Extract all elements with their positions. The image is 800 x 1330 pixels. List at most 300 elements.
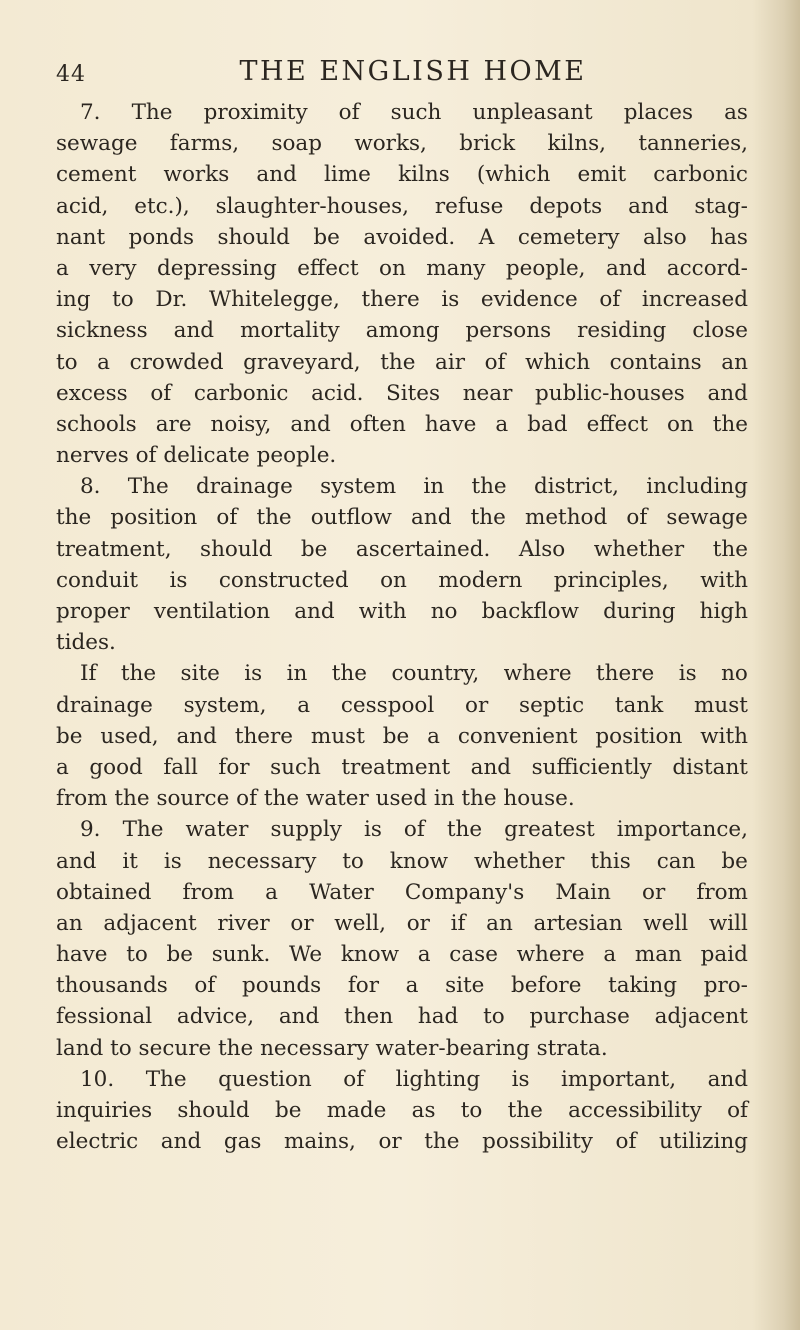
word: system, <box>183 692 267 718</box>
word: a <box>427 723 440 749</box>
word: near <box>462 380 513 406</box>
word: and <box>173 318 215 344</box>
text-line <box>56 162 748 193</box>
word: advice, <box>176 1004 255 1030</box>
word: tanneries, <box>638 131 748 157</box>
word: distant <box>672 754 748 780</box>
word: whether <box>474 848 565 874</box>
word: increased <box>641 287 748 313</box>
page-number: 44 <box>56 62 86 87</box>
word: or <box>406 910 430 936</box>
word: is <box>244 661 263 687</box>
text-line: tides. <box>56 630 116 656</box>
word: method <box>524 505 608 531</box>
word: a <box>56 255 69 281</box>
word: excess <box>56 380 128 406</box>
word: unpleasant <box>472 100 593 125</box>
word: bad <box>527 411 568 437</box>
word: where <box>503 661 572 687</box>
word: with <box>700 723 748 749</box>
word: well, <box>334 910 387 936</box>
word: such <box>390 100 442 125</box>
word: fessional <box>56 1004 153 1030</box>
word: people, <box>505 255 586 281</box>
word: be <box>382 723 410 749</box>
word: soap <box>271 131 322 157</box>
word: mortality <box>240 318 340 344</box>
word: graveyard, <box>243 349 361 375</box>
word: among <box>365 318 440 344</box>
word: had <box>417 1004 459 1030</box>
word: and <box>176 723 217 749</box>
word: pro- <box>703 973 748 999</box>
word: the <box>507 1098 543 1123</box>
word: lime <box>324 162 371 188</box>
word: possibility <box>482 1129 593 1155</box>
word: before <box>511 973 582 999</box>
word: whether <box>593 536 685 562</box>
word: effect <box>586 411 648 437</box>
word: is <box>163 848 182 874</box>
word: or <box>290 910 314 936</box>
word: principles, <box>553 567 669 593</box>
word: inquiries <box>56 1098 153 1123</box>
word: outflow <box>310 505 392 531</box>
word: on <box>379 255 406 281</box>
word: Dr. <box>155 287 188 313</box>
word: have <box>56 942 108 968</box>
word: places <box>623 100 694 125</box>
word: and <box>56 848 97 874</box>
word: which <box>525 349 591 375</box>
text-line <box>56 100 748 131</box>
word: ing <box>56 287 91 313</box>
word: must <box>694 692 748 718</box>
word: the <box>256 505 292 531</box>
word: for <box>218 754 250 780</box>
word: to <box>342 848 364 874</box>
word: sickness <box>56 318 148 344</box>
word: cemetery <box>517 224 620 250</box>
word: good <box>89 754 143 780</box>
word: often <box>349 411 406 437</box>
word: are <box>155 411 192 437</box>
word: of <box>216 505 238 531</box>
word: cement <box>56 162 137 188</box>
word: or <box>642 879 666 905</box>
word: modern <box>438 567 523 593</box>
word: refuse <box>434 193 504 219</box>
word: Whitelegge, <box>208 287 340 313</box>
word: a <box>405 973 419 999</box>
text-line <box>56 194 748 225</box>
word: to <box>56 349 78 375</box>
word: Water <box>309 879 374 905</box>
word: there <box>234 723 294 749</box>
word: nant <box>56 224 106 250</box>
word: many <box>426 255 486 281</box>
word: ventilation <box>153 599 271 624</box>
text-line <box>56 537 748 568</box>
word: including <box>646 474 748 500</box>
word: to <box>483 1004 505 1030</box>
word: convenient <box>457 723 578 749</box>
text-line <box>56 599 748 630</box>
word: position <box>595 723 683 749</box>
word: of <box>194 973 216 999</box>
word: of <box>727 1098 748 1123</box>
word: man <box>634 942 682 968</box>
word: there <box>596 661 655 687</box>
word: (which <box>476 162 551 188</box>
word: artesian <box>533 910 623 936</box>
word: evidence <box>480 287 578 313</box>
word: Also <box>518 536 566 562</box>
text-line <box>56 256 748 287</box>
word: and <box>411 505 452 531</box>
word: and <box>707 1066 748 1092</box>
word: necessary <box>207 848 317 874</box>
word: kilns, <box>547 131 607 157</box>
word: be <box>313 224 340 250</box>
word: supply <box>270 817 342 843</box>
word: with <box>358 599 407 624</box>
word: a <box>297 692 311 718</box>
word: have <box>424 411 477 437</box>
text-line <box>56 318 748 349</box>
word: carbonic <box>193 380 289 406</box>
word: very <box>89 255 137 281</box>
word: of <box>403 817 425 843</box>
word: persons <box>465 318 552 344</box>
word: a <box>495 411 509 437</box>
word: fall <box>163 754 198 780</box>
word: it <box>122 848 138 874</box>
word: know <box>389 848 449 874</box>
word: case <box>449 942 498 968</box>
word: sewage <box>666 505 748 531</box>
text-line <box>56 225 748 256</box>
word: on <box>380 567 407 593</box>
word: effect <box>297 255 359 281</box>
word: this <box>590 848 631 874</box>
word: acid, <box>56 193 109 219</box>
text-line <box>56 911 748 942</box>
word: utilizing <box>659 1129 748 1155</box>
word: etc.), <box>134 193 190 219</box>
word: is <box>441 287 460 313</box>
text-line <box>56 1098 748 1129</box>
word: is <box>169 567 188 593</box>
text-line <box>56 693 748 724</box>
text-line <box>56 1004 748 1035</box>
word: from <box>696 879 748 905</box>
word: and <box>278 1004 320 1030</box>
word: and <box>470 754 512 780</box>
word: crowded <box>129 349 224 375</box>
word: a <box>97 349 110 375</box>
word: and <box>707 380 748 406</box>
word: on <box>666 411 694 437</box>
word: to <box>112 287 134 313</box>
word: a <box>56 754 69 780</box>
word: know <box>340 942 400 968</box>
word: important, <box>561 1066 677 1092</box>
word: schools <box>56 411 137 437</box>
text-line: from the source of the water used in the house. <box>56 786 575 812</box>
text-line: nerves of delicate people. <box>56 443 337 469</box>
word: has <box>710 224 748 250</box>
word: as <box>411 1098 436 1123</box>
word: 8. <box>80 474 101 500</box>
word: high <box>699 599 748 624</box>
word: pounds <box>241 973 322 999</box>
word: an <box>486 910 513 936</box>
word: question <box>218 1066 312 1092</box>
text-line <box>56 381 748 412</box>
text-line <box>56 1067 748 1098</box>
text-line <box>56 350 748 381</box>
word: be <box>721 848 748 874</box>
word: a <box>603 942 617 968</box>
running-head: THE ENGLISH HOME <box>239 56 587 87</box>
word: the <box>331 661 368 687</box>
word: be <box>166 942 194 968</box>
word: for <box>347 973 379 999</box>
word: also <box>643 224 687 250</box>
text-line <box>56 942 748 973</box>
word: the <box>120 661 157 687</box>
word: if <box>450 910 466 936</box>
word: tank <box>614 692 664 718</box>
word: where <box>516 942 585 968</box>
text-line <box>56 755 748 786</box>
word: mains, <box>284 1129 356 1155</box>
word: the <box>380 349 416 375</box>
word: depressing <box>156 255 277 281</box>
word: lighting <box>395 1066 481 1092</box>
word: no <box>721 661 748 687</box>
word: Sites <box>386 380 441 406</box>
word: can <box>656 848 696 874</box>
word: a <box>417 942 431 968</box>
word: kilns <box>398 162 450 188</box>
word: is <box>678 661 697 687</box>
word: gas <box>223 1129 262 1155</box>
word: residing <box>577 318 667 344</box>
word: of <box>599 287 621 313</box>
word: treatment <box>341 754 451 780</box>
word: accord- <box>666 255 748 281</box>
word: in <box>423 474 445 500</box>
word: position <box>110 505 198 531</box>
word: The <box>127 474 169 500</box>
word: noisy, <box>210 411 272 437</box>
word: constructed <box>218 567 349 593</box>
word: Main <box>555 879 611 905</box>
word: adjacent <box>654 1004 748 1030</box>
word: close <box>692 318 748 344</box>
word: river <box>217 910 270 936</box>
word: 7. <box>80 100 101 125</box>
word: We <box>289 942 323 968</box>
word: paid <box>700 942 748 968</box>
text-line <box>56 287 748 318</box>
word: drainage <box>56 692 153 718</box>
word: The <box>131 100 173 125</box>
word: and <box>628 193 669 219</box>
word: the <box>446 817 483 843</box>
text-line <box>56 724 748 755</box>
word: and <box>605 255 647 281</box>
word: If <box>80 661 97 687</box>
word: or <box>465 692 489 718</box>
body-text <box>56 100 748 1160</box>
text-line <box>56 880 748 911</box>
word: no <box>430 599 458 624</box>
word: avoided. <box>363 224 456 250</box>
word: accessibility <box>568 1098 702 1123</box>
word: proper <box>56 599 130 624</box>
word: public-houses <box>534 380 685 406</box>
word: the <box>471 474 507 500</box>
word: carbonic <box>653 162 748 188</box>
word: ponds <box>128 224 195 250</box>
page-header <box>56 56 756 100</box>
text-line <box>56 131 748 162</box>
text-line <box>56 849 748 880</box>
text-line <box>56 505 748 536</box>
word: thousands <box>56 973 168 999</box>
word: be <box>300 536 328 562</box>
word: well <box>643 910 689 936</box>
word: 10. <box>80 1066 115 1092</box>
word: is <box>363 817 382 843</box>
text-line <box>56 973 748 1004</box>
word: of <box>484 349 506 375</box>
word: contains <box>609 349 702 375</box>
word: taking <box>608 973 678 999</box>
word: A <box>478 224 495 250</box>
word: conduit <box>56 567 138 593</box>
word: with <box>700 567 748 593</box>
word: brick <box>459 131 516 157</box>
word: 9. <box>80 817 101 843</box>
word: site <box>445 973 485 999</box>
word: and <box>160 1129 202 1155</box>
word: there <box>361 287 420 313</box>
word: stag- <box>694 193 748 219</box>
word: or <box>378 1129 402 1155</box>
word: should <box>177 1098 250 1123</box>
word: and <box>256 162 297 188</box>
word: the <box>470 505 506 531</box>
word: country, <box>391 661 480 687</box>
word: to <box>460 1098 483 1123</box>
word: in <box>286 661 308 687</box>
word: septic <box>519 692 585 718</box>
text-line: land to secure the necessary water-bearing strata. <box>56 1035 608 1061</box>
word: to <box>126 942 148 968</box>
word: cesspool <box>340 692 435 718</box>
word: purchase <box>529 1004 630 1030</box>
word: of <box>343 1066 365 1092</box>
text-line <box>56 412 748 443</box>
word: used, <box>100 723 159 749</box>
word: site <box>180 661 220 687</box>
text-line <box>56 1129 748 1160</box>
word: sufficiently <box>531 754 652 780</box>
text-line <box>56 817 748 848</box>
word: The <box>122 817 164 843</box>
word: acid. <box>311 380 364 406</box>
word: The <box>145 1066 187 1092</box>
word: should <box>217 224 290 250</box>
word: of <box>150 380 172 406</box>
word: drainage <box>196 474 293 500</box>
word: of <box>338 100 360 125</box>
word: greatest <box>504 817 595 843</box>
word: the <box>424 1129 460 1155</box>
word: sunk. <box>211 942 271 968</box>
word: as <box>724 100 748 125</box>
word: the <box>712 536 748 562</box>
word: be <box>274 1098 302 1123</box>
word: treatment, <box>56 536 172 562</box>
word: water <box>185 817 249 843</box>
word: works, <box>354 131 427 157</box>
word: and <box>290 411 331 437</box>
word: and <box>294 599 335 624</box>
word: backflow <box>481 599 579 624</box>
word: emit <box>577 162 627 188</box>
word: the <box>56 505 92 531</box>
word: system <box>320 474 397 500</box>
word: sewage <box>56 131 138 157</box>
word: district, <box>533 474 619 500</box>
word: then <box>344 1004 394 1030</box>
word: during <box>603 599 676 624</box>
word: farms, <box>169 131 240 157</box>
word: ascertained. <box>355 536 491 562</box>
word: of <box>626 505 648 531</box>
word: an <box>56 910 83 936</box>
word: should <box>200 536 273 562</box>
word: air <box>435 349 466 375</box>
word: slaughter-houses, <box>215 193 409 219</box>
word: such <box>270 754 321 780</box>
word: obtained <box>56 879 152 905</box>
word: is <box>511 1066 530 1092</box>
word: proximity <box>203 100 308 125</box>
text-line <box>56 474 748 505</box>
word: the <box>712 411 748 437</box>
word: Company's <box>404 879 525 905</box>
word: a <box>265 879 278 905</box>
word: from <box>182 879 235 905</box>
word: electric <box>56 1129 139 1155</box>
word: adjacent <box>103 910 197 936</box>
text-line <box>56 661 748 692</box>
word: must <box>310 723 365 749</box>
word: an <box>721 349 748 375</box>
word: made <box>326 1098 387 1123</box>
word: importance, <box>616 817 748 843</box>
word: depots <box>529 193 603 219</box>
word: be <box>56 723 83 749</box>
text-line <box>56 568 748 599</box>
word: of <box>615 1129 637 1155</box>
